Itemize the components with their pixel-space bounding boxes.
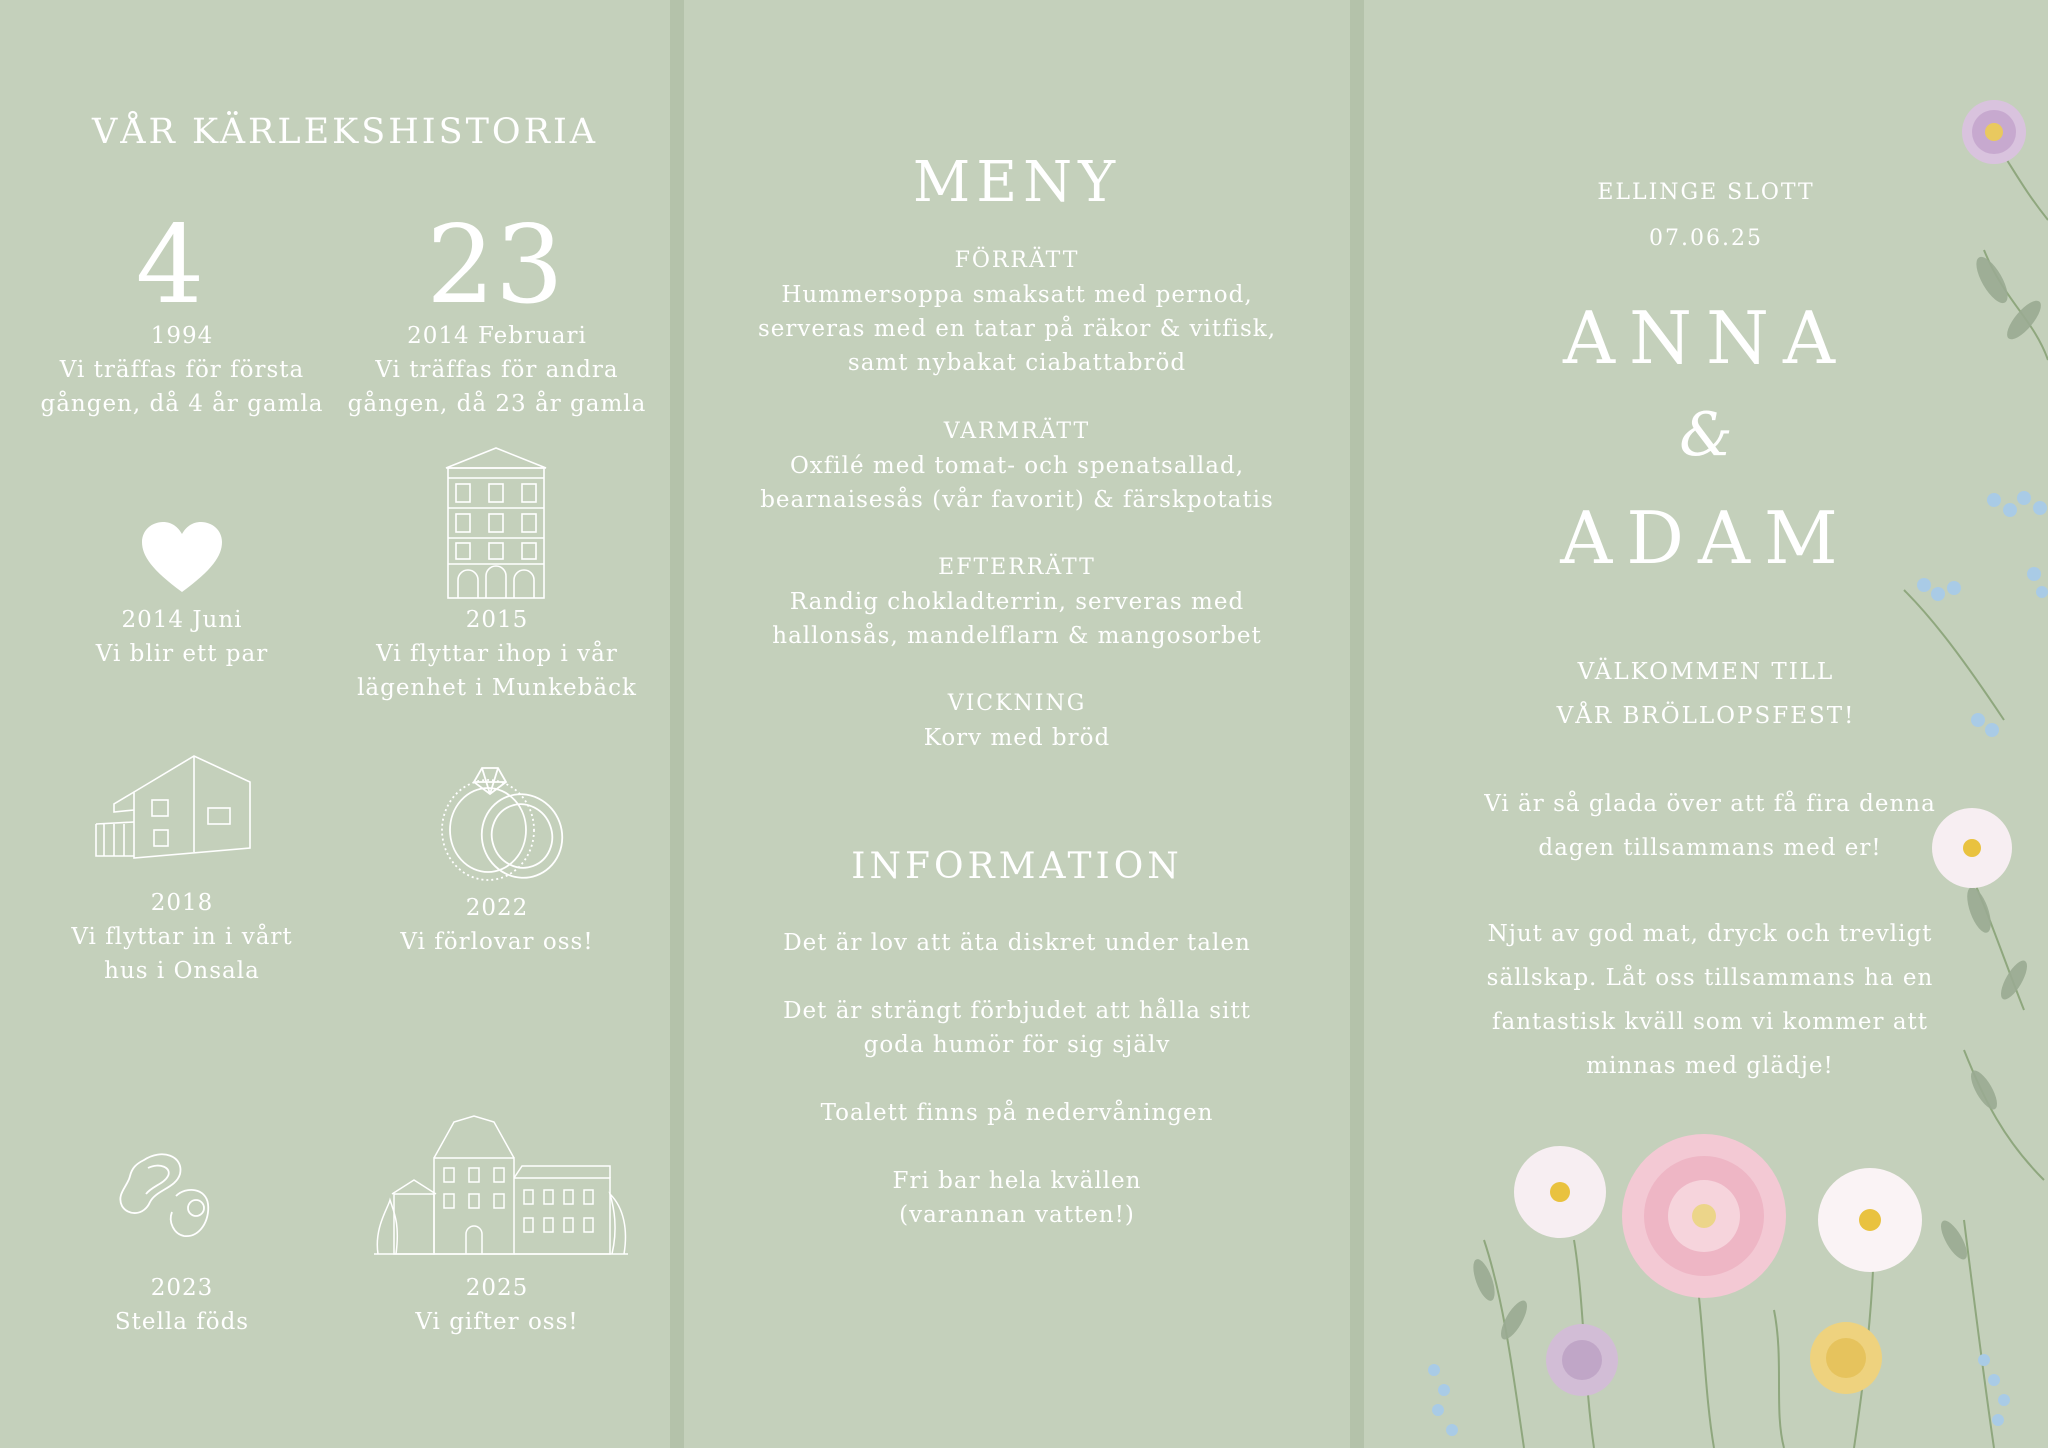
timeline-item [32,1271,332,1339]
menu-course [684,244,1350,380]
closing-text [1440,912,1980,1088]
course-heading: FÖRRÄTT [954,248,1080,273]
closing-text-line: minnas med glädje! [1586,1053,1834,1079]
venue-and-date [1364,170,2048,262]
timeline-year: 2015 [465,607,529,633]
timeline-text: lägenhet i Munkebäck [357,675,637,701]
timeline-text: gången, då 23 år gamla [347,391,647,417]
welcome-line: VÄLKOMMEN TILL [1577,659,1835,685]
course-line: serveras med en tatar på räkor & vitfisk, [757,316,1277,342]
timeline-item [347,1271,647,1339]
course-heading: EFTERRÄTT [938,555,1096,580]
timeline-item [347,603,647,705]
info-line: Toalett finns på nedervåningen [820,1100,1214,1126]
apartment-building-icon [444,444,548,600]
timeline-text: Vi blir ett par [95,641,269,667]
closing-text-line: sällskap. Låt oss tillsammans ha en [1486,965,1934,991]
timeline-item [32,886,332,988]
welcome-line: VÅR BRÖLLOPSFEST! [1556,703,1856,729]
rings-icon [436,760,570,884]
timeline-text: Vi förlovar oss! [400,929,594,955]
info-item [684,1096,1350,1130]
timeline-text: hus i Onsala [104,958,260,984]
course-line: Korv med bröd [923,725,1111,751]
closing-text-line: fantastisk kväll som vi kommer att [1491,1009,1929,1035]
menu-title: MENY [912,150,1122,215]
course-line: bearnaisesås (vår favorit) & färskpotatis [760,487,1274,513]
house-icon [94,752,254,864]
wedding-date: 07.06.25 [1649,226,1763,251]
pacifier-icon [114,1146,234,1246]
timeline-item [347,891,647,959]
menu-course [684,687,1350,755]
timeline-text: Vi gifter oss! [415,1309,579,1335]
menu-course [684,415,1350,517]
timeline-year: 2014 Juni [121,607,243,633]
timeline-year: 1994 [150,323,214,349]
castle-icon [374,1108,628,1260]
course-line: samt nybakat ciabattabröd [847,350,1187,376]
welcome-text [1440,782,1980,870]
timeline-text: Vi träffas för andra [375,357,619,383]
info-line: (varannan vatten!) [899,1202,1135,1228]
menu-course [684,551,1350,653]
course-heading: VICKNING [947,691,1087,716]
bride-name: ANNA [1563,296,1849,380]
timeline-text: Stella föds [114,1309,250,1335]
info-item [684,1164,1350,1232]
information-title: INFORMATION [851,846,1183,887]
ampersand: & [1679,400,1733,470]
welcome-text-line: dagen tillsammans med er! [1538,835,1882,861]
timeline-text: Vi flyttar in i vårt [71,924,293,950]
timeline-year: 2014 Februari [407,323,587,349]
timeline-text: gången, då 4 år gamla [40,391,324,417]
info-line: Det är lov att äta diskret under talen [783,930,1251,956]
timeline-year: 2022 [465,895,529,921]
info-item [684,926,1350,960]
timeline-item [32,603,332,671]
welcome-heading [1364,650,2048,738]
love-story-title: VÅR KÄRLEKSHISTORIA [91,112,599,152]
timeline-text: Vi träffas för första [59,357,305,383]
timeline-text: Vi flyttar ihop i vår [376,641,618,667]
timeline-year: 2023 [150,1275,214,1301]
closing-text-line: Njut av god mat, dryck och trevligt [1487,921,1933,947]
info-item [684,994,1350,1062]
course-line: Hummersoppa smaksatt med pernod, [781,282,1253,308]
welcome-text-line: Vi är så glada över att få fira denna [1484,791,1936,817]
timeline-year: 2018 [150,890,214,916]
course-heading: VARMRÄTT [943,419,1091,444]
timeline-year: 2025 [465,1275,529,1301]
big-number-4: 4 [135,203,205,328]
info-line: Fri bar hela kvällen [892,1168,1142,1194]
course-line: hallonsås, mandelflarn & mangosorbet [772,623,1262,649]
venue-name: ELLINGE SLOTT [1597,180,1815,205]
info-line: Det är strängt förbjudet att hålla sitt [783,998,1251,1024]
timeline-item [32,319,332,421]
timeline-item [347,319,647,421]
course-line: Randig chokladterrin, serveras med [789,589,1245,615]
big-number-23: 23 [426,203,564,328]
info-line: goda humör för sig själv [863,1032,1171,1058]
fold-divider [1350,0,1364,1448]
course-line: Oxfilé med tomat- och spenatsallad, [789,453,1245,479]
groom-name: ADAM [1560,496,1852,580]
heart-icon [142,522,222,594]
fold-divider [670,0,684,1448]
